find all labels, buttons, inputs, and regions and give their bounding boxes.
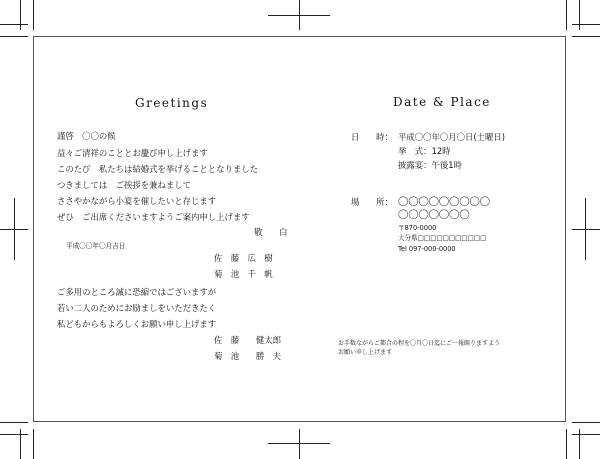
crop-mark (572, 422, 600, 423)
rsvp-note: お願い申し上げます (338, 349, 393, 356)
date-value: 平成〇〇年〇月〇日(土曜日) (398, 132, 506, 142)
crop-mark (14, 198, 15, 260)
crop-mark (572, 434, 600, 435)
parents-line: 私どもからもよろしくお願い申し上げます (57, 319, 217, 329)
crop-mark (0, 422, 28, 423)
greeting-line: 謹啓 〇〇の候 (57, 131, 116, 141)
crop-mark (20, 0, 21, 30)
date-label: 日 時： (351, 132, 393, 142)
telephone: Tel 097-000-0000 (398, 245, 456, 253)
greeting-line: ぜひ ご出席くださいますようご案内申し上げます (57, 212, 250, 222)
greeting-line: つきましては ご挨拶を兼ねまして (57, 180, 191, 190)
greeting-line: ささやかながら小宴を催したいと存じます (57, 196, 217, 206)
address: 大分県□□□□□□□□□□□ (398, 234, 487, 242)
greetings-title: Greetings (135, 96, 209, 110)
crop-mark (579, 0, 580, 30)
letter-date: 平成〇〇年〇月吉日 (66, 242, 126, 250)
venue-name-2: 〇〇〇〇〇〇〇 (398, 209, 470, 221)
reception-time: 披露宴：午後1時 (398, 160, 462, 170)
venue-name-1: 〇〇〇〇〇〇〇〇〇 (398, 196, 490, 208)
ceremony-time: 挙 式：12時 (398, 146, 451, 156)
crop-mark (0, 36, 28, 37)
crop-mark (33, 0, 34, 30)
parent-name-1: 佐 藤 健太郎 (214, 335, 281, 345)
closing-word: 敬 白 (254, 227, 288, 237)
invitation-card (33, 36, 566, 422)
greeting-line: 益々ご清祥のこととお慶び申し上げます (57, 148, 208, 158)
bride-name: 菊 池 千 帆 (214, 269, 273, 279)
crop-mark (33, 429, 34, 459)
parents-line: 若い二人のためにお励ましをいただきたく (57, 303, 217, 313)
crop-mark (566, 0, 567, 30)
crop-mark (572, 24, 600, 25)
parent-name-2: 菊 池 勝 夫 (214, 351, 281, 361)
date-place-title: Date & Place (393, 95, 491, 109)
rsvp-note: お手数ながらご都合の程を〇月〇日迄にご一報賜りますよう (338, 340, 501, 347)
crop-mark (566, 429, 567, 459)
crop-mark (572, 229, 600, 230)
crop-mark (268, 15, 330, 16)
parents-line: ご多用のところ誠に恐縮ではございますが (57, 287, 217, 297)
postal-code: 〒870-0000 (398, 224, 437, 232)
crop-mark (572, 36, 600, 37)
crop-mark (268, 443, 330, 444)
crop-mark (0, 24, 28, 25)
crop-mark (299, 429, 300, 459)
crop-mark (585, 198, 586, 260)
crop-mark (0, 434, 28, 435)
greeting-line: このたび 私たちは結婚式を挙げることとなりました (57, 164, 258, 174)
groom-name: 佐 藤 広 樹 (214, 253, 273, 263)
place-label: 場 所： (351, 197, 393, 207)
